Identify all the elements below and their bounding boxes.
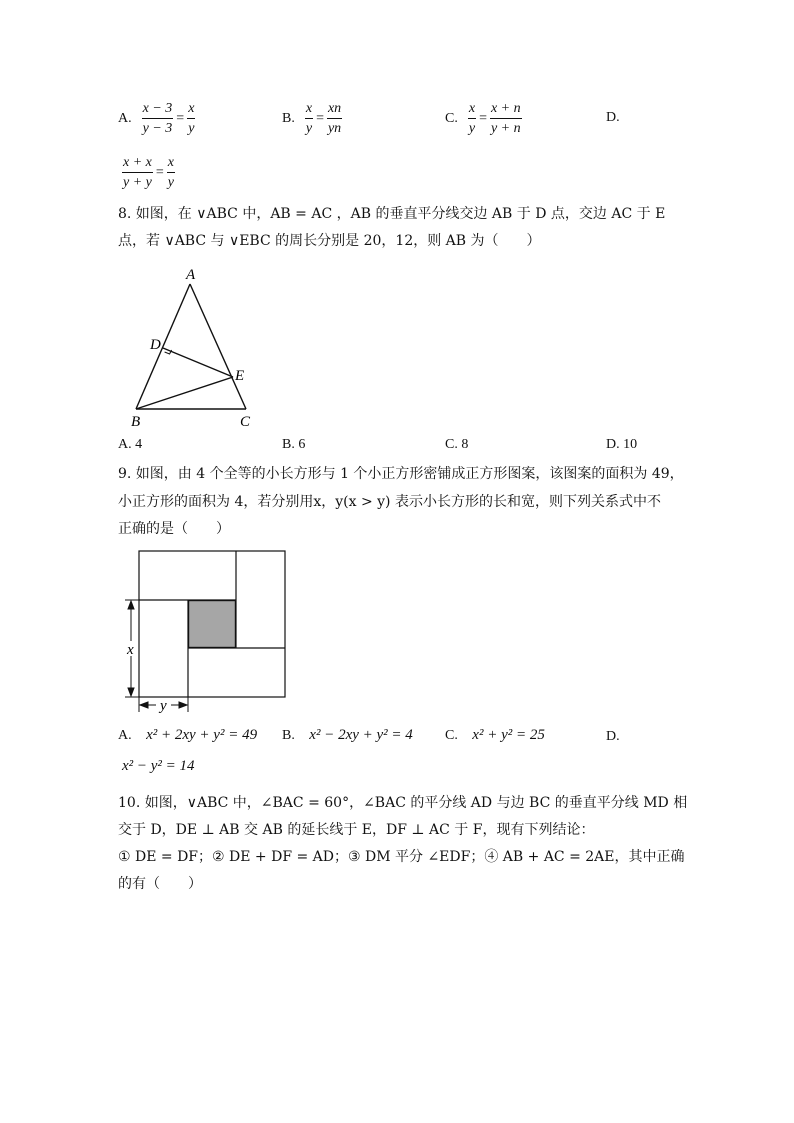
option-label: A.	[118, 110, 132, 126]
q8-option-a: A. 4	[118, 437, 143, 452]
option-label: B.	[282, 110, 295, 126]
denominator: y + n	[490, 121, 521, 136]
fraction	[490, 100, 522, 137]
q7-option-a	[118, 100, 195, 137]
side-ac	[190, 284, 246, 409]
fraction	[167, 154, 175, 191]
q8-triangle-figure	[120, 262, 270, 434]
q7-option-c	[445, 100, 522, 137]
q9-stem-line-1: 9. 如图，由 4 个全等的小长方形与 1 个小正方形密铺成正方形图案，该图案的面积为 49，	[118, 466, 684, 482]
numerator: x	[187, 100, 195, 119]
q7-option-d-label: D.	[606, 110, 620, 125]
numerator: x + n	[490, 100, 522, 119]
fraction	[327, 100, 342, 137]
denominator: y	[468, 121, 476, 136]
q10-stem-line-4: 的有（ ）	[118, 876, 202, 892]
numerator: x	[305, 100, 313, 119]
x-label: x	[127, 642, 134, 658]
denominator: y	[188, 121, 195, 136]
fraction	[142, 100, 174, 137]
segment-be	[136, 377, 233, 409]
q9-option-c	[445, 727, 545, 744]
q9-option-a	[118, 727, 257, 744]
numerator: x + x	[122, 154, 153, 173]
point-e-label: E	[235, 368, 245, 384]
denominator: yn	[327, 121, 342, 136]
fraction	[187, 100, 195, 137]
q9-stem-line-2: 小正方形的面积为 4，若分别用x，y(x > y) 表示小长方形的长和宽，则下列关系式中不	[118, 494, 661, 510]
point-d-label: D	[150, 337, 161, 353]
small-square	[189, 601, 236, 648]
numerator: x − 3	[142, 100, 174, 119]
equals-sign: =	[479, 110, 487, 126]
q8-option-b: B. 6	[282, 437, 306, 452]
equals-sign: =	[155, 164, 164, 180]
q7-option-d	[122, 154, 175, 191]
arrow-left-icon	[140, 702, 148, 708]
vertex-b-label: B	[131, 414, 141, 430]
vertex-a-label: A	[186, 267, 196, 283]
denominator: y + y	[123, 175, 152, 190]
q9-stem-line-3: 正确的是（ ）	[118, 521, 230, 537]
arrow-up-icon	[128, 601, 134, 609]
q9-option-b	[282, 727, 413, 744]
option-label: A.	[118, 728, 132, 743]
numerator: x	[167, 154, 175, 173]
q7-option-b	[282, 100, 342, 137]
equals-sign: =	[316, 110, 324, 126]
q8-stem-line-1: 8. 如图，在 ∨ABC 中，AB = AC ，AB 的垂直平分线交边 AB 于 D 点，交边 AC 于 E	[118, 206, 666, 222]
numerator: x	[468, 100, 476, 119]
q9-option-d-expression: x² − y² = 14	[122, 758, 195, 774]
q10-stem-line-2: 交于 D，DE ⊥ AB 交 AB 的延长线于 E，DF ⊥ AC 于 F，现有下列结论：	[118, 822, 595, 838]
denominator: y	[167, 175, 174, 190]
option-label: C.	[445, 728, 458, 743]
q10-stem-line-3: ① DE = DF；② DE + DF = AD；③ DM 平分 ∠EDF；④ AB + AC = 2AE，其中正确	[118, 849, 685, 865]
q9-square-figure	[118, 545, 293, 717]
side-ab	[136, 284, 190, 409]
q8-option-d: D. 10	[606, 437, 638, 452]
option-label: C.	[445, 110, 458, 126]
option-expression: x² − 2xy + y² = 4	[309, 727, 413, 743]
arrow-right-icon	[179, 702, 187, 708]
q8-stem-line-2: 点，若 ∨ABC 与 ∨EBC 的周长分别是 20，12，则 AB 为（ ）	[118, 233, 541, 249]
q10-stem-line-1: 10. 如图，∨ABC 中，∠BAC = 60°，∠BAC 的平分线 AD 与边 BC 的垂直平分线 MD 相	[118, 795, 688, 811]
q8-option-c: C. 8	[445, 437, 469, 452]
equals-sign: =	[176, 110, 185, 126]
arrow-down-icon	[128, 688, 134, 696]
vertex-c-label: C	[240, 414, 251, 430]
segment-de	[163, 348, 233, 377]
q9-option-d-label: D.	[606, 729, 620, 744]
option-expression: x² + 2xy + y² = 49	[146, 727, 258, 743]
y-label: y	[160, 698, 167, 714]
option-label: B.	[282, 728, 295, 743]
fraction	[305, 100, 313, 137]
numerator: xn	[327, 100, 342, 119]
fraction	[122, 154, 153, 191]
option-expression: x² + y² = 25	[472, 727, 545, 743]
fraction	[468, 100, 476, 137]
denominator: y	[305, 121, 313, 136]
denominator: y − 3	[142, 121, 173, 136]
